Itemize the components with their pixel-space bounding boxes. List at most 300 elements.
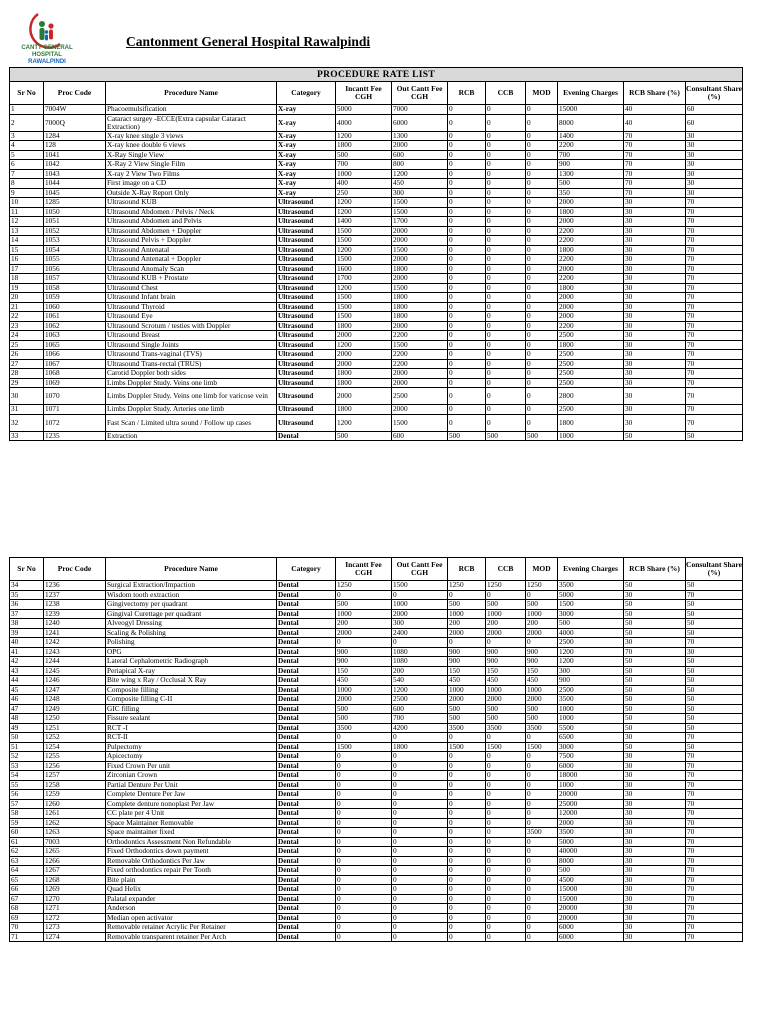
cell-evening-charges: 1300 — [558, 169, 624, 179]
cell-ccb: 0 — [486, 236, 526, 246]
cell-mod: 0 — [526, 885, 558, 895]
cell-rcb: 900 — [448, 657, 486, 667]
cell-proc-code: 1236 — [44, 581, 106, 591]
cell-procedure-name: Ultrasound Trans-vaginal (TVS) — [106, 350, 277, 360]
cell-category: Ultrasound — [277, 217, 336, 227]
cell-proc-code: 1256 — [44, 761, 106, 771]
cell-evening-charges: 4500 — [558, 875, 624, 885]
cell-out-cantt-fee: 2000 — [392, 255, 448, 265]
cell-incantt-fee: 900 — [336, 657, 392, 667]
cell-consultant-share: 70 — [686, 388, 743, 405]
cell-consultant-share: 70 — [686, 226, 743, 236]
cell-procedure-name: OPG — [106, 647, 277, 657]
cell-mod: 0 — [526, 198, 558, 208]
cell-evening-charges: 2800 — [558, 388, 624, 405]
cell-category: X-ray — [277, 160, 336, 170]
cell-evening-charges: 12000 — [558, 809, 624, 819]
col-header-consultant-share: Consultant Share (%) — [686, 82, 743, 105]
cell-sr-no: 55 — [10, 780, 44, 790]
cell-incantt-fee: 2000 — [336, 695, 392, 705]
table-row — [10, 695, 743, 705]
hospital-name: Cantonment General Hospital Rawalpindi — [126, 34, 371, 49]
cell-evening-charges: 20000 — [558, 904, 624, 914]
cell-incantt-fee: 0 — [336, 809, 392, 819]
table-row — [10, 264, 743, 274]
cell-proc-code: 7000Q — [44, 114, 106, 131]
cell-consultant-share: 70 — [686, 369, 743, 379]
cell-out-cantt-fee: 0 — [392, 780, 448, 790]
cell-mod: 0 — [526, 255, 558, 265]
cell-rcb-share: 30 — [624, 809, 686, 819]
cell-rcb: 2000 — [448, 695, 486, 705]
cell-out-cantt-fee: 450 — [392, 179, 448, 189]
cell-incantt-fee: 1000 — [336, 169, 392, 179]
cell-rcb-share: 50 — [624, 431, 686, 441]
cell-rcb-share: 50 — [624, 581, 686, 591]
cell-procedure-name: Zirconian Crown — [106, 771, 277, 781]
cell-rcb: 0 — [448, 245, 486, 255]
table-body-2 — [10, 581, 743, 942]
cell-sr-no: 7 — [10, 169, 44, 179]
cell-evening-charges: 5000 — [558, 590, 624, 600]
cell-ccb: 0 — [486, 405, 526, 415]
cell-proc-code: 1041 — [44, 150, 106, 160]
cell-consultant-share: 70 — [686, 885, 743, 895]
cell-mod: 900 — [526, 647, 558, 657]
cell-evening-charges: 3000 — [558, 742, 624, 752]
cell-out-cantt-fee: 0 — [392, 875, 448, 885]
cell-ccb: 0 — [486, 932, 526, 942]
cell-consultant-share: 70 — [686, 302, 743, 312]
col-header-rcb-share: RCB Share (%) — [624, 82, 686, 105]
cell-rcb-share: 50 — [624, 704, 686, 714]
cell-out-cantt-fee: 1500 — [392, 245, 448, 255]
cell-rcb: 0 — [448, 388, 486, 405]
cell-proc-code: 1261 — [44, 809, 106, 819]
cell-ccb: 500 — [486, 431, 526, 441]
cell-incantt-fee: 0 — [336, 733, 392, 743]
cell-ccb: 150 — [486, 666, 526, 676]
cell-ccb: 0 — [486, 590, 526, 600]
cell-category: Dental — [277, 676, 336, 686]
cell-rcb-share: 30 — [624, 378, 686, 388]
cell-category: Dental — [277, 847, 336, 857]
cell-sr-no: 70 — [10, 923, 44, 933]
cell-procedure-name: Ultrasound KUB + Prostate — [106, 274, 277, 284]
cell-rcb-share: 30 — [624, 255, 686, 265]
cell-rcb: 0 — [448, 590, 486, 600]
cell-evening-charges: 2000 — [558, 818, 624, 828]
cell-mod: 0 — [526, 866, 558, 876]
cell-evening-charges: 18000 — [558, 771, 624, 781]
cell-rcb: 0 — [448, 179, 486, 189]
cell-ccb: 2000 — [486, 695, 526, 705]
cell-procedure-name: Polishing — [106, 638, 277, 648]
cell-ccb: 0 — [486, 226, 526, 236]
cell-consultant-share: 50 — [686, 714, 743, 724]
cell-proc-code: 1242 — [44, 638, 106, 648]
cell-rcb-share: 30 — [624, 283, 686, 293]
cell-sr-no: 41 — [10, 647, 44, 657]
cell-consultant-share: 70 — [686, 236, 743, 246]
cell-sr-no: 39 — [10, 628, 44, 638]
col-header-category: Category — [277, 558, 336, 581]
cell-out-cantt-fee: 1500 — [392, 340, 448, 350]
cell-evening-charges: 2200 — [558, 255, 624, 265]
cell-rcb: 0 — [448, 894, 486, 904]
cell-rcb-share: 50 — [624, 657, 686, 667]
table-row — [10, 714, 743, 724]
cell-mod: 0 — [526, 114, 558, 131]
cell-category: Dental — [277, 685, 336, 695]
table-row — [10, 340, 743, 350]
cell-category: Ultrasound — [277, 274, 336, 284]
table-row — [10, 321, 743, 331]
cell-sr-no: 18 — [10, 274, 44, 284]
cell-mod: 0 — [526, 369, 558, 379]
cell-mod: 900 — [526, 657, 558, 667]
cell-proc-code: 1274 — [44, 932, 106, 942]
cell-mod: 500 — [526, 704, 558, 714]
table-row — [10, 141, 743, 151]
cell-evening-charges: 300 — [558, 666, 624, 676]
cell-mod: 0 — [526, 340, 558, 350]
cell-consultant-share: 60 — [686, 105, 743, 115]
table-row — [10, 388, 743, 405]
cell-consultant-share: 30 — [686, 131, 743, 141]
cell-rcb: 1500 — [448, 742, 486, 752]
cell-rcb: 0 — [448, 799, 486, 809]
cell-rcb: 0 — [448, 809, 486, 819]
table-row — [10, 350, 743, 360]
cell-rcb: 0 — [448, 638, 486, 648]
cell-procedure-name: Phacoemulsification — [106, 105, 277, 115]
logo-caption — [6, 45, 88, 66]
cell-incantt-fee: 700 — [336, 160, 392, 170]
cell-proc-code: 1069 — [44, 378, 106, 388]
cell-rcb-share: 30 — [624, 312, 686, 322]
cell-out-cantt-fee: 2000 — [392, 378, 448, 388]
cell-category: Dental — [277, 866, 336, 876]
cell-evening-charges: 2000 — [558, 293, 624, 303]
cell-rcb-share: 30 — [624, 847, 686, 857]
cell-category: X-ray — [277, 131, 336, 141]
cell-category: Dental — [277, 752, 336, 762]
cell-ccb: 0 — [486, 321, 526, 331]
cell-proc-code: 7003 — [44, 837, 106, 847]
cell-proc-code: 1267 — [44, 866, 106, 876]
cell-evening-charges: 2000 — [558, 302, 624, 312]
cell-rcb-share: 30 — [624, 293, 686, 303]
cell-out-cantt-fee: 700 — [392, 714, 448, 724]
cell-sr-no: 26 — [10, 350, 44, 360]
cell-rcb-share: 30 — [624, 866, 686, 876]
cell-sr-no: 61 — [10, 837, 44, 847]
cell-consultant-share: 70 — [686, 255, 743, 265]
cell-ccb: 0 — [486, 761, 526, 771]
cell-evening-charges: 40000 — [558, 847, 624, 857]
cell-ccb: 0 — [486, 264, 526, 274]
cell-evening-charges: 6000 — [558, 923, 624, 933]
cell-category: Ultrasound — [277, 340, 336, 350]
cell-incantt-fee: 500 — [336, 704, 392, 714]
cell-category: Ultrasound — [277, 255, 336, 265]
cell-ccb: 500 — [486, 714, 526, 724]
cell-category: Dental — [277, 666, 336, 676]
cell-mod: 0 — [526, 875, 558, 885]
cell-proc-code: 1052 — [44, 226, 106, 236]
cell-procedure-name: Fast Scan / Limited ultra sound / Follow up cases — [106, 414, 277, 431]
col-header-proc-code: Proc Code — [44, 558, 106, 581]
cell-incantt-fee: 1500 — [336, 312, 392, 322]
cell-evening-charges: 1400 — [558, 131, 624, 141]
cell-rcb-share: 50 — [624, 609, 686, 619]
cell-category: Ultrasound — [277, 414, 336, 431]
cell-proc-code: 1072 — [44, 414, 106, 431]
cell-category: Dental — [277, 828, 336, 838]
cell-evening-charges: 8000 — [558, 856, 624, 866]
cell-procedure-name: Ultrasound Antenatal + Doppler — [106, 255, 277, 265]
cell-ccb: 0 — [486, 207, 526, 217]
cell-procedure-name: Limbs Doppler Study. Arteries one limb — [106, 405, 277, 415]
cell-out-cantt-fee: 0 — [392, 752, 448, 762]
cell-sr-no: 58 — [10, 809, 44, 819]
cell-ccb: 0 — [486, 780, 526, 790]
cell-evening-charges: 500 — [558, 179, 624, 189]
cell-ccb: 0 — [486, 169, 526, 179]
cell-category: Ultrasound — [277, 312, 336, 322]
cell-sr-no: 3 — [10, 131, 44, 141]
cell-ccb: 0 — [486, 340, 526, 350]
cell-incantt-fee: 0 — [336, 885, 392, 895]
cell-proc-code: 1266 — [44, 856, 106, 866]
cell-sr-no: 69 — [10, 913, 44, 923]
col-header-sr-no: Sr No — [10, 558, 44, 581]
cell-evening-charges: 2000 — [558, 217, 624, 227]
cell-proc-code: 1269 — [44, 885, 106, 895]
cell-procedure-name: Ultrasound KUB — [106, 198, 277, 208]
cell-mod: 0 — [526, 264, 558, 274]
cell-procedure-name: Surgical Extraction/Impaction — [106, 581, 277, 591]
cell-proc-code: 1260 — [44, 799, 106, 809]
cell-mod: 0 — [526, 904, 558, 914]
cell-out-cantt-fee: 0 — [392, 885, 448, 895]
cell-incantt-fee: 2000 — [336, 331, 392, 341]
cell-incantt-fee: 2000 — [336, 628, 392, 638]
cell-rcb: 0 — [448, 913, 486, 923]
cell-evening-charges: 15000 — [558, 885, 624, 895]
cell-rcb-share: 30 — [624, 828, 686, 838]
col-header-rcb: RCB — [448, 558, 486, 581]
cell-rcb: 0 — [448, 733, 486, 743]
table-row — [10, 676, 743, 686]
cell-mod: 3500 — [526, 828, 558, 838]
cell-ccb: 0 — [486, 369, 526, 379]
cell-rcb: 0 — [448, 188, 486, 198]
cell-proc-code: 1062 — [44, 321, 106, 331]
cell-evening-charges: 6500 — [558, 733, 624, 743]
col-header-incantt-fee: Incantt Fee CGH — [336, 558, 392, 581]
table-row — [10, 866, 743, 876]
cell-consultant-share: 70 — [686, 264, 743, 274]
cell-ccb: 0 — [486, 894, 526, 904]
cell-proc-code: 1257 — [44, 771, 106, 781]
cell-procedure-name: Limbs Doppler Study. Veins one limb — [106, 378, 277, 388]
cell-sr-no: 37 — [10, 609, 44, 619]
cell-incantt-fee: 0 — [336, 856, 392, 866]
cell-ccb: 0 — [486, 331, 526, 341]
cell-ccb: 1000 — [486, 609, 526, 619]
cell-consultant-share: 70 — [686, 799, 743, 809]
cell-mod: 0 — [526, 141, 558, 151]
cell-proc-code: 128 — [44, 141, 106, 151]
cell-ccb: 0 — [486, 828, 526, 838]
cell-incantt-fee: 0 — [336, 818, 392, 828]
cell-incantt-fee: 0 — [336, 790, 392, 800]
col-header-sr-no: Sr No — [10, 82, 44, 105]
cell-incantt-fee: 1200 — [336, 198, 392, 208]
cell-ccb: 0 — [486, 105, 526, 115]
cell-out-cantt-fee: 1500 — [392, 283, 448, 293]
cell-evening-charges: 6000 — [558, 761, 624, 771]
cell-rcb: 0 — [448, 932, 486, 942]
cell-incantt-fee: 0 — [336, 590, 392, 600]
cell-procedure-name: Limbs Doppler Study. Veins one limb for varicose vein — [106, 388, 277, 405]
cell-procedure-name: Ultrasound Antenatal — [106, 245, 277, 255]
cell-mod: 500 — [526, 714, 558, 724]
cell-rcb-share: 30 — [624, 894, 686, 904]
cell-sr-no: 51 — [10, 742, 44, 752]
cell-evening-charges: 2000 — [558, 312, 624, 322]
cell-procedure-name: Ultrasound Pelvis + Doppler — [106, 236, 277, 246]
table-row — [10, 431, 743, 441]
cell-consultant-share: 30 — [686, 141, 743, 151]
cell-category: Ultrasound — [277, 207, 336, 217]
cell-incantt-fee: 2000 — [336, 388, 392, 405]
cell-procedure-name: RCT-II — [106, 733, 277, 743]
cell-incantt-fee: 2000 — [336, 359, 392, 369]
cell-mod: 0 — [526, 799, 558, 809]
table-header-row — [10, 558, 743, 581]
cell-procedure-name: Ultrasound Breast — [106, 331, 277, 341]
col-header-category: Category — [277, 82, 336, 105]
cell-proc-code: 1060 — [44, 302, 106, 312]
cell-consultant-share: 50 — [686, 657, 743, 667]
cell-sr-no: 53 — [10, 761, 44, 771]
cell-proc-code: 1246 — [44, 676, 106, 686]
cell-evening-charges: 1000 — [558, 704, 624, 714]
cell-sr-no: 8 — [10, 179, 44, 189]
cell-consultant-share: 70 — [686, 856, 743, 866]
cell-rcb: 0 — [448, 780, 486, 790]
cell-category: Dental — [277, 647, 336, 657]
cell-incantt-fee: 900 — [336, 647, 392, 657]
cell-evening-charges: 1800 — [558, 414, 624, 431]
cell-incantt-fee: 1000 — [336, 685, 392, 695]
cell-consultant-share: 70 — [686, 378, 743, 388]
cell-mod: 0 — [526, 837, 558, 847]
cell-consultant-share: 50 — [686, 704, 743, 714]
cell-sr-no: 10 — [10, 198, 44, 208]
cell-mod: 0 — [526, 752, 558, 762]
cell-sr-no: 43 — [10, 666, 44, 676]
cell-mod: 0 — [526, 388, 558, 405]
cell-category: Ultrasound — [277, 236, 336, 246]
cell-category: Ultrasound — [277, 264, 336, 274]
table-row — [10, 150, 743, 160]
cell-mod: 200 — [526, 619, 558, 629]
cell-out-cantt-fee: 200 — [392, 666, 448, 676]
cell-proc-code: 1270 — [44, 894, 106, 904]
col-header-mod: MOD — [526, 558, 558, 581]
cell-rcb: 0 — [448, 414, 486, 431]
cell-out-cantt-fee: 2000 — [392, 141, 448, 151]
cell-rcb: 0 — [448, 378, 486, 388]
cell-out-cantt-fee: 1800 — [392, 742, 448, 752]
cell-category: Dental — [277, 723, 336, 733]
cell-incantt-fee: 1200 — [336, 245, 392, 255]
cell-category: Ultrasound — [277, 226, 336, 236]
cell-ccb: 0 — [486, 378, 526, 388]
col-header-rcb: RCB — [448, 82, 486, 105]
cell-evening-charges: 3000 — [558, 609, 624, 619]
cell-mod: 0 — [526, 150, 558, 160]
cell-rcb: 0 — [448, 790, 486, 800]
cell-evening-charges: 1800 — [558, 245, 624, 255]
cell-out-cantt-fee: 2000 — [392, 609, 448, 619]
cell-sr-no: 42 — [10, 657, 44, 667]
table-row — [10, 160, 743, 170]
cell-incantt-fee: 1800 — [336, 369, 392, 379]
cell-mod: 0 — [526, 590, 558, 600]
rate-table-2-wrap — [9, 557, 742, 942]
cell-mod: 0 — [526, 131, 558, 141]
cell-evening-charges: 900 — [558, 160, 624, 170]
cell-rcb: 0 — [448, 856, 486, 866]
cell-procedure-name: Orthodontics Assessment Non Refundable — [106, 837, 277, 847]
cell-ccb: 900 — [486, 657, 526, 667]
table-row — [10, 628, 743, 638]
rate-table-1-wrap — [9, 67, 742, 441]
table-row — [10, 685, 743, 695]
cell-rcb: 0 — [448, 904, 486, 914]
table-row — [10, 198, 743, 208]
cell-consultant-share: 30 — [686, 179, 743, 189]
cell-category: Dental — [277, 913, 336, 923]
table-row — [10, 704, 743, 714]
cell-category: Dental — [277, 856, 336, 866]
table-row — [10, 828, 743, 838]
table-row — [10, 666, 743, 676]
cell-out-cantt-fee: 2200 — [392, 350, 448, 360]
cell-proc-code: 1067 — [44, 359, 106, 369]
cell-procedure-name: X-Ray Single View — [106, 150, 277, 160]
cell-sr-no: 28 — [10, 369, 44, 379]
table-row — [10, 904, 743, 914]
cell-proc-code: 1249 — [44, 704, 106, 714]
cell-sr-no: 33 — [10, 431, 44, 441]
cell-mod: 3500 — [526, 723, 558, 733]
cell-rcb-share: 30 — [624, 638, 686, 648]
cell-consultant-share: 70 — [686, 340, 743, 350]
cell-mod: 0 — [526, 761, 558, 771]
cell-category: Dental — [277, 638, 336, 648]
table-row — [10, 359, 743, 369]
cell-rcb: 0 — [448, 350, 486, 360]
cell-category: X-ray — [277, 179, 336, 189]
cell-rcb-share: 30 — [624, 913, 686, 923]
table-row — [10, 932, 743, 942]
